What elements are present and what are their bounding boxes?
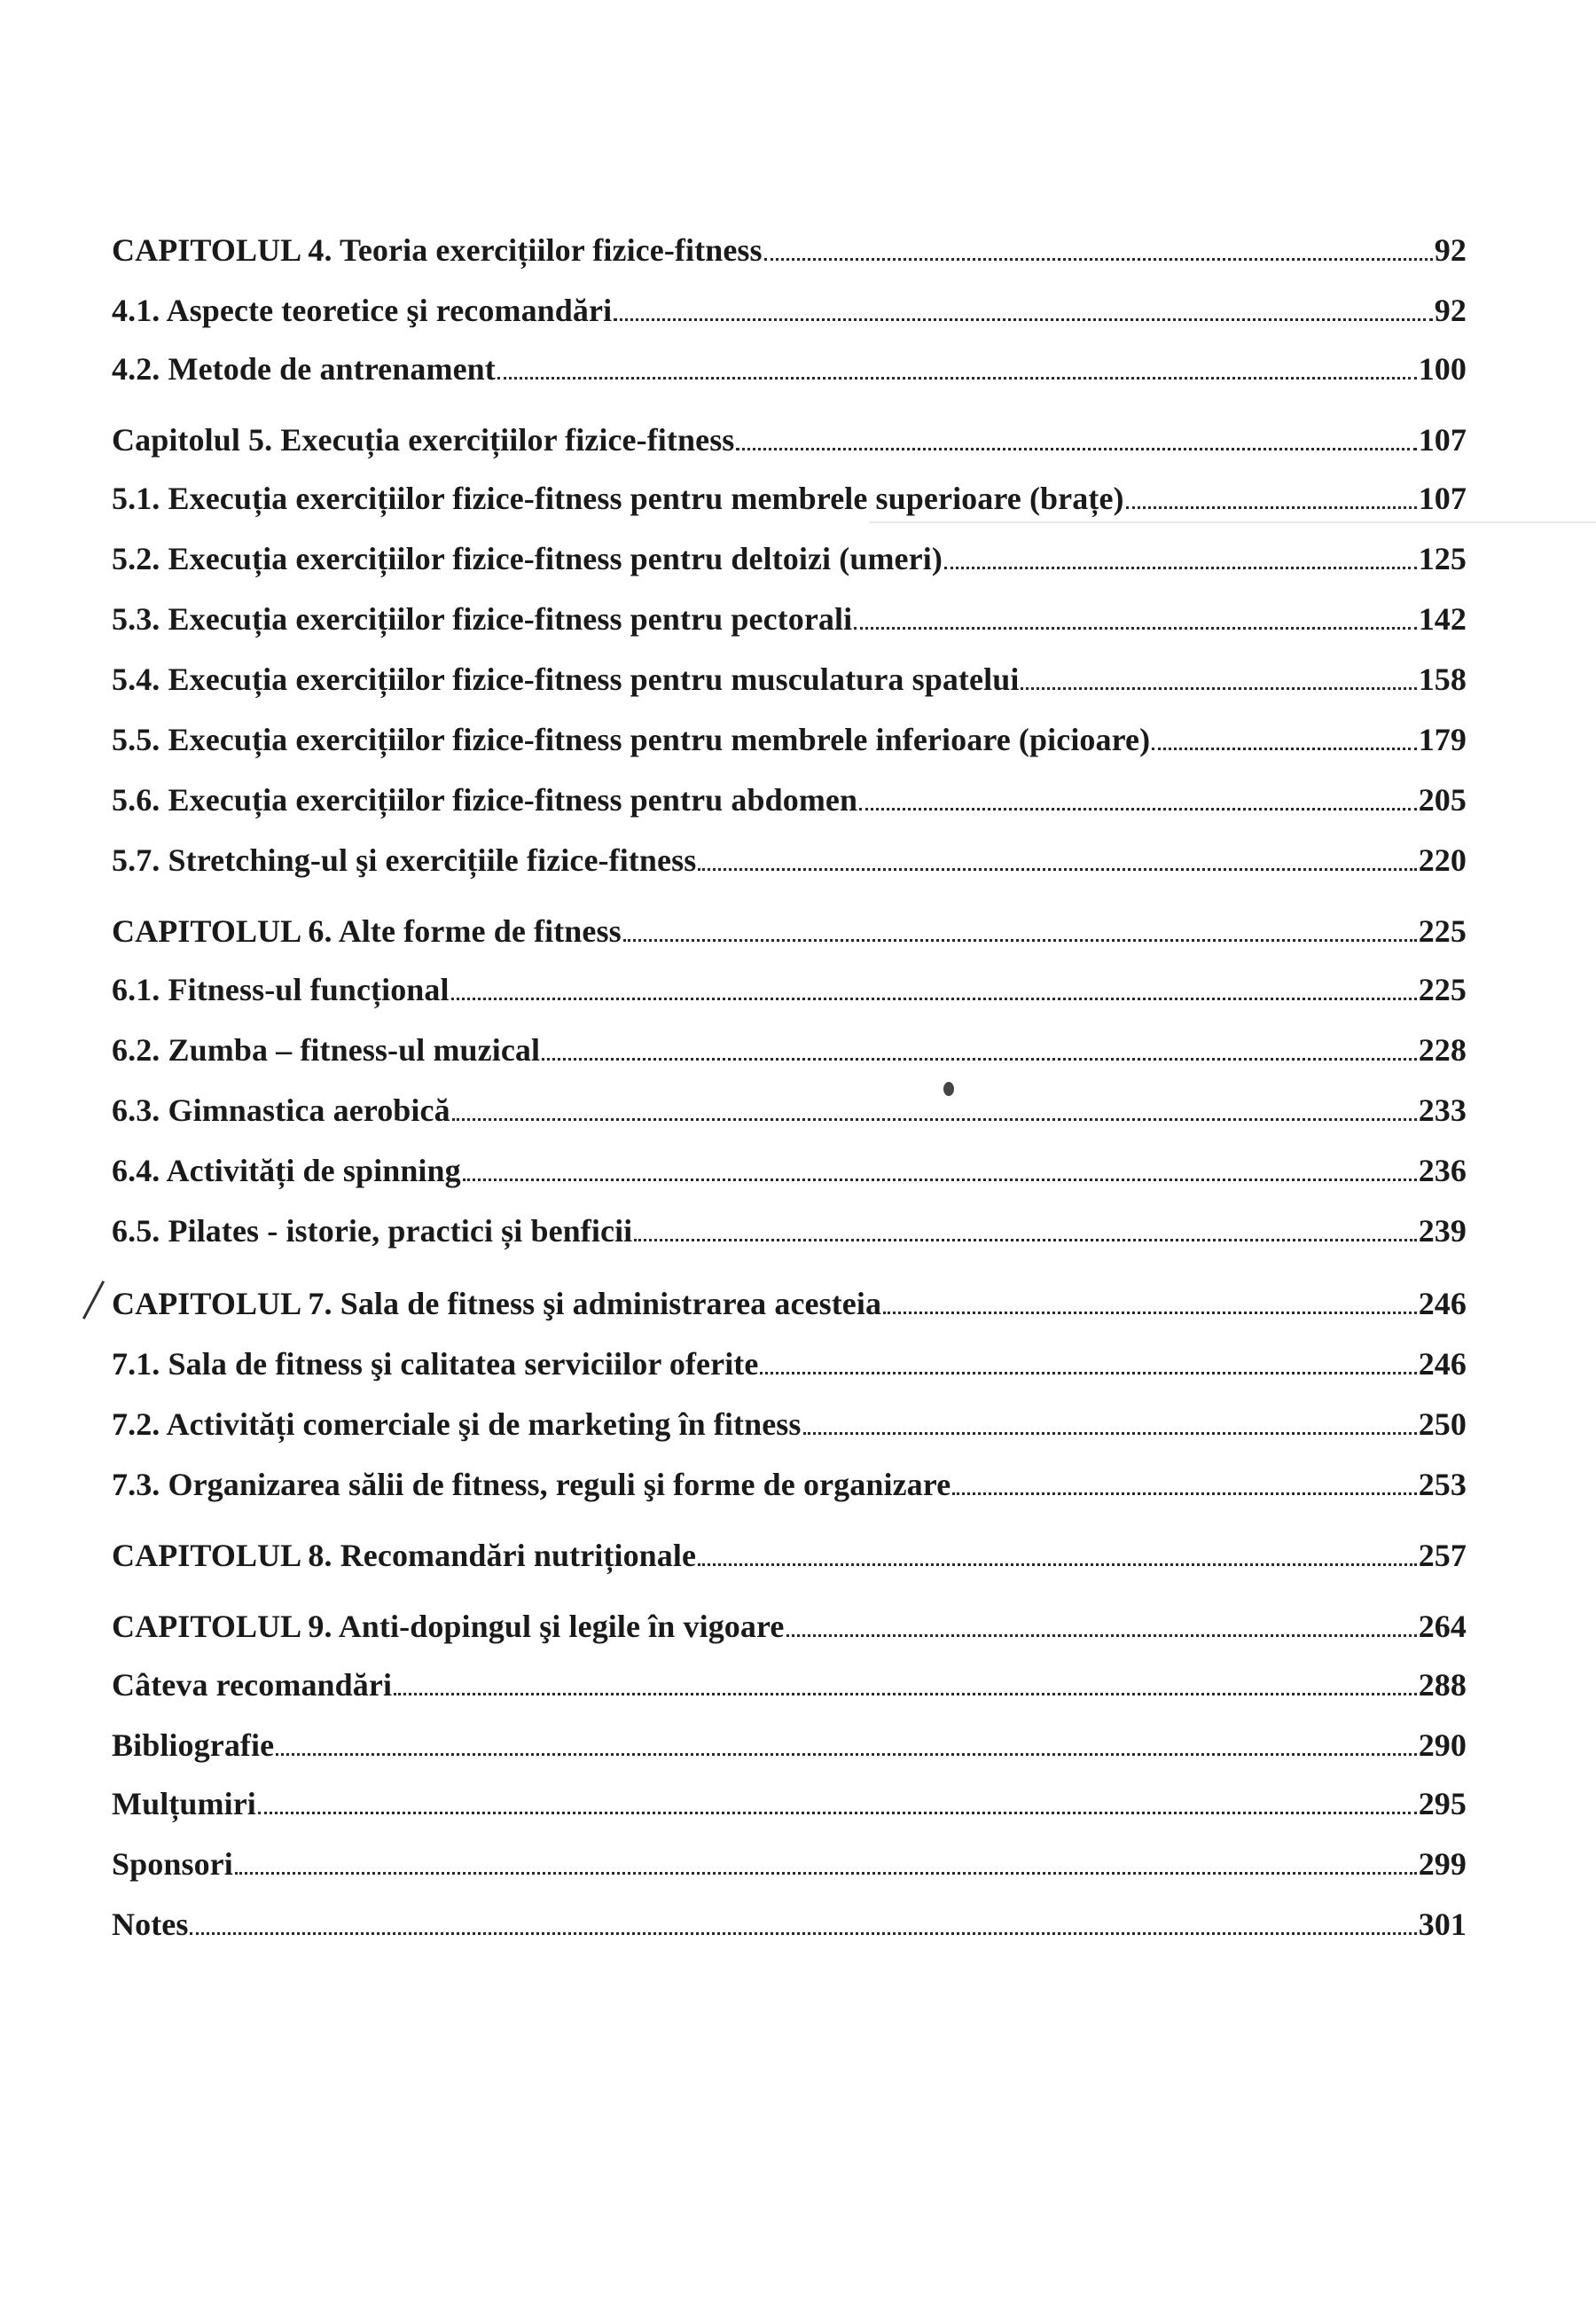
dot-leader [736, 448, 1416, 450]
toc-entry [112, 1277, 1467, 1320]
toc-entry [112, 342, 1467, 385]
toc-entry [112, 413, 1467, 456]
dot-leader [463, 1179, 1417, 1181]
toc-entry-title: 6.4. Activități de spinning [112, 1153, 461, 1188]
toc-entry-page: 125 [1418, 541, 1467, 576]
dot-leader [952, 1492, 1416, 1495]
toc-entry [112, 1337, 1467, 1380]
dot-leader [542, 1058, 1417, 1061]
toc-entry-page: 288 [1418, 1667, 1467, 1703]
toc-entry-title: CAPITOLUL 4. Teoria exercițiilor fizice-fitness [112, 232, 763, 268]
toc-entry [112, 284, 1467, 326]
toc-entry-page: 295 [1418, 1786, 1467, 1821]
toc-entry [112, 532, 1467, 575]
toc-entry [112, 1398, 1467, 1440]
dot-leader [854, 627, 1416, 630]
toc-entry [112, 1084, 1467, 1126]
toc-entry-page: 228 [1418, 1032, 1467, 1068]
toc-entry-page: 250 [1418, 1406, 1467, 1442]
toc-entry-title: 5.1. Execuția exercițiilor fizice-fitness pentru membrele superioare (brațe) [112, 481, 1124, 516]
toc-entry-title: 7.2. Activități comerciale şi de marketing în fitness [112, 1406, 802, 1442]
toc-entry [112, 904, 1467, 947]
dot-leader [634, 1239, 1416, 1241]
toc-entry-title: Câteva recomandări [112, 1667, 393, 1703]
toc-entry-page: 225 [1418, 913, 1467, 949]
toc-entry-page: 225 [1418, 972, 1467, 1007]
toc-entry [112, 223, 1467, 266]
toc-entry [112, 1777, 1467, 1820]
toc-entry-page: 246 [1418, 1286, 1467, 1321]
dot-leader [764, 258, 1433, 261]
toc-entry-page: 142 [1418, 601, 1467, 637]
toc-entry [112, 1458, 1467, 1500]
toc-entry [112, 1658, 1467, 1701]
dot-leader [258, 1812, 1417, 1814]
dot-leader [944, 567, 1417, 569]
dot-leader [883, 1312, 1417, 1314]
dot-leader [760, 1372, 1416, 1374]
toc-entry-page: 239 [1418, 1213, 1467, 1249]
toc-entry-title: 7.3. Organizarea sălii de fitness, reguli şi forme de organizare [112, 1467, 951, 1502]
toc-entry [112, 713, 1467, 756]
toc-entry [112, 1144, 1467, 1186]
toc-entry-page: 92 [1434, 232, 1467, 268]
toc-entry-page: 100 [1418, 351, 1467, 387]
toc-entry-title: Sponsori [112, 1846, 233, 1882]
toc-entry-page: 107 [1418, 481, 1467, 516]
toc-entry [112, 1023, 1467, 1066]
toc-entry-page: 299 [1418, 1846, 1467, 1882]
toc-entry-page: 257 [1418, 1538, 1467, 1573]
dot-leader [698, 868, 1416, 871]
toc-entry [112, 1529, 1467, 1571]
toc-entry-page: 246 [1418, 1346, 1467, 1382]
dot-leader [614, 318, 1433, 321]
dot-leader [623, 939, 1417, 942]
toc-entry-title: 5.5. Execuția exercițiilor fizice-fitness pentru membrele inferioare (picioare) [112, 722, 1151, 757]
dot-leader [1152, 748, 1416, 750]
toc-entry-title: 5.2. Execuția exercițiilor fizice-fitness pentru deltoizi (umeri) [112, 541, 943, 576]
toc-entry-title: CAPITOLUL 8. Recomandări nutriționale [112, 1538, 697, 1573]
toc-entry-title: 4.2. Metode de antrenament [112, 351, 496, 387]
dot-leader [1126, 506, 1417, 509]
toc-entry-title: 6.2. Zumba – fitness-ul muzical [112, 1032, 541, 1068]
toc-entry-title: Mulțumiri [112, 1786, 256, 1821]
toc-entry-title: CAPITOLUL 9. Anti-dopingul şi legile în vigoare [112, 1609, 785, 1644]
dot-leader [859, 808, 1417, 811]
toc-entry [112, 472, 1467, 514]
toc-entry [112, 1204, 1467, 1247]
toc-entry-title: 7.1. Sala de fitness şi calitatea serviciilor oferite [112, 1346, 759, 1382]
toc-entry [112, 963, 1467, 1006]
toc-entry [112, 1719, 1467, 1761]
toc-entry-title: CAPITOLUL 7. Sala de fitness şi administrarea acesteia [112, 1286, 882, 1321]
toc-entry-page: 264 [1418, 1609, 1467, 1644]
dot-leader [451, 998, 1417, 1000]
toc-entry-title: Capitolul 5. Execuția exercițiilor fizice-fitness [112, 422, 735, 458]
toc-entry [112, 1898, 1467, 1940]
toc-entry-page: 220 [1418, 842, 1467, 878]
toc-entry-title: 5.3. Execuția exercițiilor fizice-fitness pentru pectorali [112, 601, 853, 637]
toc-entry-page: 290 [1418, 1727, 1467, 1763]
toc-entry-title: Notes [112, 1907, 189, 1942]
toc-entry [112, 1600, 1467, 1642]
scan-artifact-line [869, 521, 1596, 523]
toc-entry-title: 5.7. Stretching-ul şi exercițiile fizice-fitness [112, 842, 697, 878]
dot-leader [1021, 687, 1416, 690]
toc-entry-page: 179 [1418, 722, 1467, 757]
toc-entry [112, 592, 1467, 635]
toc-entry-title: 6.5. Pilates - istorie, practici și benficii [112, 1213, 633, 1249]
dot-leader [190, 1932, 1416, 1935]
toc-entry [112, 834, 1467, 876]
toc-entry-page: 236 [1418, 1153, 1467, 1188]
toc-entry-title: CAPITOLUL 6. Alte forme de fitness [112, 913, 622, 949]
toc-entry-title: Bibliografie [112, 1727, 275, 1763]
toc-entry [112, 653, 1467, 695]
toc-entry-page: 301 [1418, 1907, 1467, 1942]
dot-leader [394, 1693, 1417, 1695]
toc-entry-page: 158 [1418, 662, 1467, 697]
pen-mark [82, 1280, 105, 1320]
toc-entry-page: 205 [1418, 782, 1467, 818]
dot-leader [698, 1563, 1417, 1566]
toc-entry-page: 107 [1418, 422, 1467, 458]
toc-entry-title: 6.1. Fitness-ul funcțional [112, 972, 450, 1007]
dot-leader [803, 1432, 1417, 1435]
toc-entry-title: 5.6. Execuția exercițiilor fizice-fitness pentru abdomen [112, 782, 858, 818]
dot-leader [452, 1118, 1417, 1121]
toc-entry-title: 6.3. Gimnastica aerobică [112, 1092, 450, 1128]
dot-leader [276, 1753, 1417, 1756]
toc-entry-page: 233 [1418, 1092, 1467, 1128]
toc-entry-title: 5.4. Execuția exercițiilor fizice-fitness pentru musculatura spatelui [112, 662, 1020, 697]
dot-leader [786, 1634, 1417, 1637]
toc-entry [112, 1837, 1467, 1880]
toc-entry-page: 92 [1434, 293, 1467, 328]
toc-entry-title: 4.1. Aspecte teoretice şi recomandări [112, 293, 613, 328]
dot-leader [235, 1872, 1417, 1875]
dot-leader [497, 377, 1417, 380]
toc-entry [112, 773, 1467, 816]
toc-entry-page: 253 [1418, 1467, 1467, 1502]
